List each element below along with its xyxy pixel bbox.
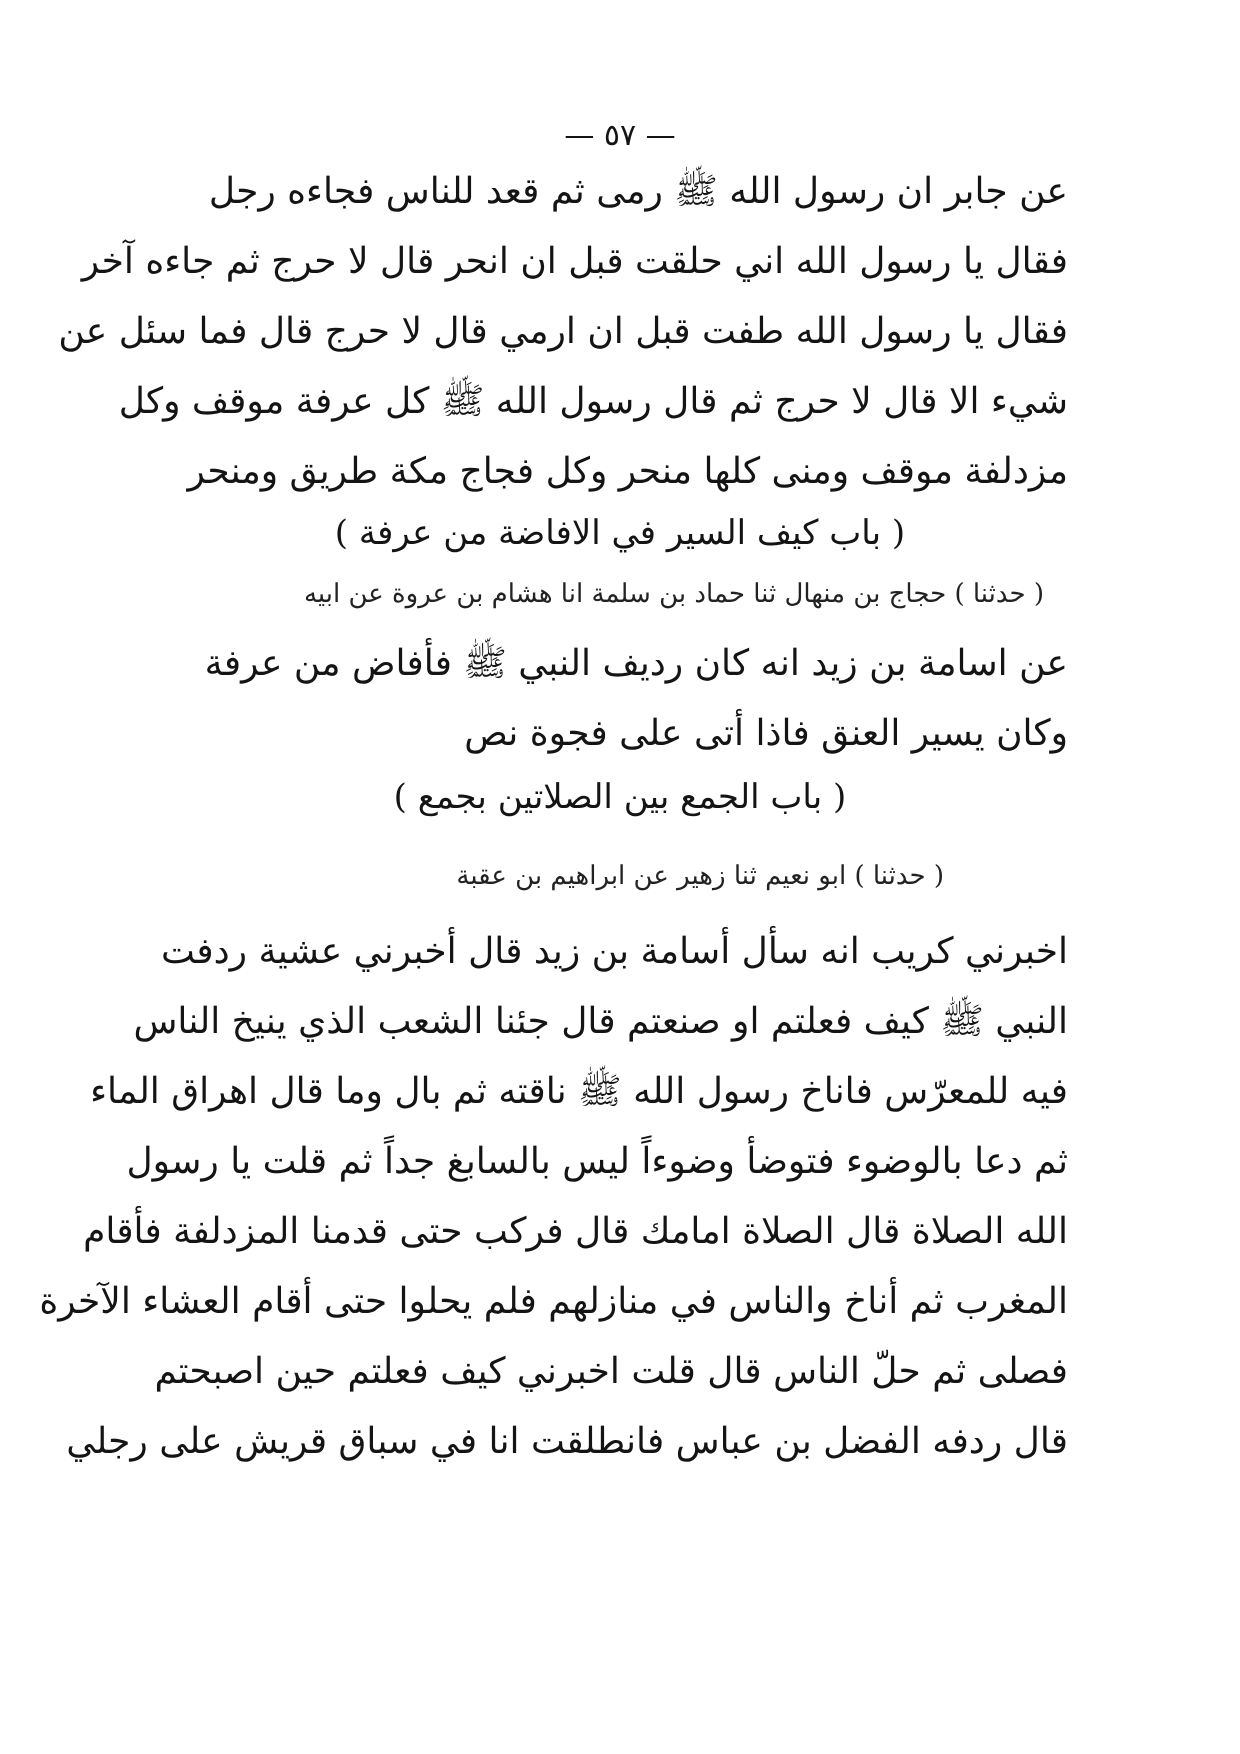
chapter-heading: ( باب كيف السير في الافاضة من عرفة ): [334, 513, 906, 553]
text-line: اخبرني كريب انه سأل أسامة بن زيد قال أخبرني عشية ردفت: [161, 931, 1068, 972]
text-line: مزدلفة موقف ومنى كلها منحر وكل فجاج مكة طريق ومنحر: [187, 451, 1068, 492]
text-line: النبي ﷺ كيف فعلتم او صنعتم قال جئنا الشعب الذي ينيخ الناس: [133, 1001, 1068, 1042]
text-line: وكان يسير العنق فاذا أتى على فجوة نص: [464, 713, 1068, 754]
text-line: قال ردفه الفضل بن عباس فانطلقت انا في سباق قريش على رجلي: [66, 1421, 1068, 1462]
chapter-heading: ( باب الجمع بين الصلاتين بجمع ): [393, 777, 847, 817]
page-number: — ٥٧ —: [564, 118, 676, 153]
text-line: عن اسامة بن زيد انه كان رديف النبي ﷺ فأفاض من عرفة: [204, 643, 1068, 684]
isnad-line: ( حدثنا ) حجاج بن منهال ثنا حماد بن سلمة انا هشام بن عروة عن ابيه: [303, 579, 1044, 609]
text-line: شيء الا قال لا حرج ثم قال رسول الله ﷺ كل عرفة موقف وكل: [118, 381, 1068, 422]
text-line: فقال يا رسول الله اني حلقت قبل ان انحر قال لا حرج ثم جاءه آخر: [81, 241, 1068, 282]
isnad-line: ( حدثنا ) ابو نعيم ثنا زهير عن ابراهيم بن عقبة: [456, 861, 944, 891]
text-line: المغرب ثم أناخ والناس في منازلهم فلم يحلوا حتى أقام العشاء الآخرة: [39, 1281, 1068, 1322]
text-line: فصلى ثم حلّ الناس قال قلت اخبرني كيف فعلتم حين اصبحتم: [154, 1351, 1068, 1392]
text-line: ثم دعا بالوضوء فتوضأ وضوءاً ليس بالسابغ جداً ثم قلت يا رسول: [126, 1141, 1068, 1182]
text-line: الله الصلاة قال الصلاة امامك قال فركب حتى قدمنا المزدلفة فأقام: [83, 1211, 1068, 1252]
text-line: فقال يا رسول الله طفت قبل ان ارمي قال لا حرج قال فما سئل عن: [58, 311, 1068, 352]
text-line: فيه للمعرّس فاناخ رسول الله ﷺ ناقته ثم بال وما قال اهراق الماء: [90, 1071, 1068, 1112]
text-line: عن جابر ان رسول الله ﷺ رمى ثم قعد للناس فجاءه رجل: [208, 171, 1068, 212]
